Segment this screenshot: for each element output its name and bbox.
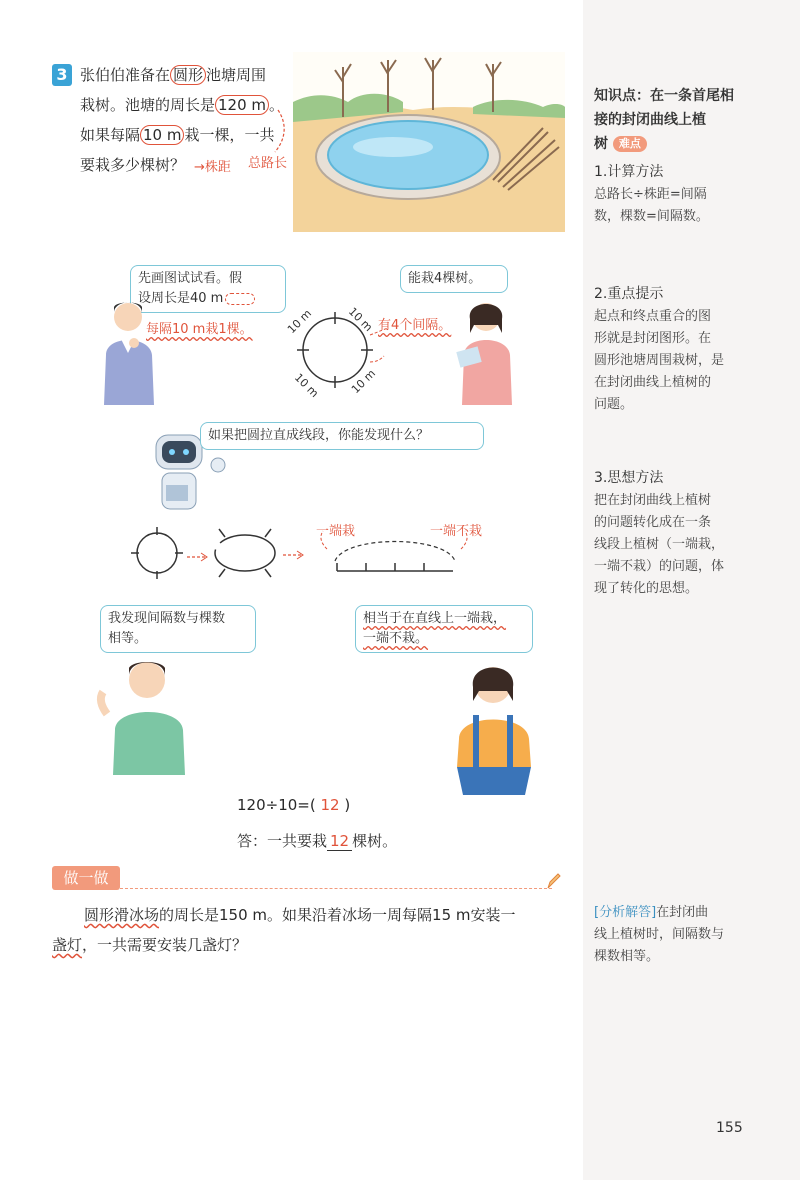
analysis-note: [分析解答]在封闭曲 线上植树时，间隔数与 棵数相等。 [594,905,725,964]
problem-number-badge [52,64,72,86]
note-spacing: →株距 [194,160,231,175]
section-key-point: 2.重点提示 起点和终点重合的图 形就是封闭图形。在 圆形池塘周围栽树，是 在封闭曲线上植树的 问题。 [594,286,725,412]
girl1-note: 有4个间隔。 [378,318,452,333]
seg-label-ne: 10 m [345,304,376,335]
seg-label-nw: 10 m [284,306,315,337]
robot-speech-bubble: 如果把圆拉直成线段，你能发现什么？ [200,422,484,450]
transform-diagram [115,515,475,590]
problem-number: 3 [56,65,68,84]
girl2-speech-bubble: 相当于在直线上一端栽， 一端不栽。 [355,605,533,653]
practice-line-2: 盏灯，一共需要安装几盏灯？ [52,936,248,954]
label-one-end-no: 一端不栽 [430,524,483,539]
pencil-icon [546,872,562,890]
difficulty-badge: 难点 [613,136,647,152]
equation-answer: 12 [320,796,340,814]
section-thinking: 3.思想方法 把在封闭曲线上植树 的问题转化成在一条 线段上植树（一端栽， 一端不栽）的问题，体 现了转化的思想。 [594,470,725,596]
girl1-figure [450,295,520,405]
girl2-figure [445,655,535,795]
practice-header-badge: 做一做 [52,866,120,890]
equation-line: 120÷10=( 12 ) [237,796,351,814]
boy2-speech-bubble: 我发现间隔数与棵数 相等。 [100,605,256,653]
problem-line-4: 要栽多少棵树？ [80,156,186,174]
knowledge-point: 知识点：在一条首尾相 接的封闭曲线上植 树 难点 [594,88,734,152]
boy1-figure [100,295,160,405]
circled-perimeter: 120 m [215,95,269,115]
section-method: 1.计算方法 总路长÷株距=间隔 数，棵数=间隔数。 [594,164,709,224]
girl1-speech-bubble: 能栽4棵树。 [400,265,508,293]
seg-label-se: 10 m [348,366,379,397]
boy1-speech-bubble: 先画图试试看。假 设周长是40 m [130,265,286,313]
practice-divider [120,888,552,889]
problem-line-1: 张伯伯准备在 圆形 池塘周围 [80,66,267,84]
problem-line-2: 栽树。池塘的周长是 120 m 。 [80,96,285,114]
answer-line: 答：一共要栽 12 棵树。 [237,832,398,850]
analysis-tag: [分析解答] [594,905,657,920]
note-total: 总路长 [248,156,288,171]
dotted-circle-mark [225,293,255,305]
boy2-figure [95,650,205,775]
page-number: 155 [716,1120,743,1136]
circled-spacing: 10 m [140,125,184,145]
seg-label-sw: 10 m [291,370,322,401]
answer-value: 12 [327,832,352,851]
circled-word: 圆形 [170,65,206,85]
practice-text [52,900,577,960]
boy1-note: 每隔10 m栽1棵。 [146,322,253,337]
problem-line-3: 如果每隔 10 m 栽一棵，一共 [80,126,275,144]
circle-diagram [270,290,400,410]
annotation-arrows [230,100,290,160]
practice-line-1: 圆形滑冰场的周长是150 m。如果沿着冰场一周每隔15 m安装一 [84,906,516,924]
pond-illustration [293,52,565,232]
label-one-end-plant: 一端栽 [316,524,356,539]
